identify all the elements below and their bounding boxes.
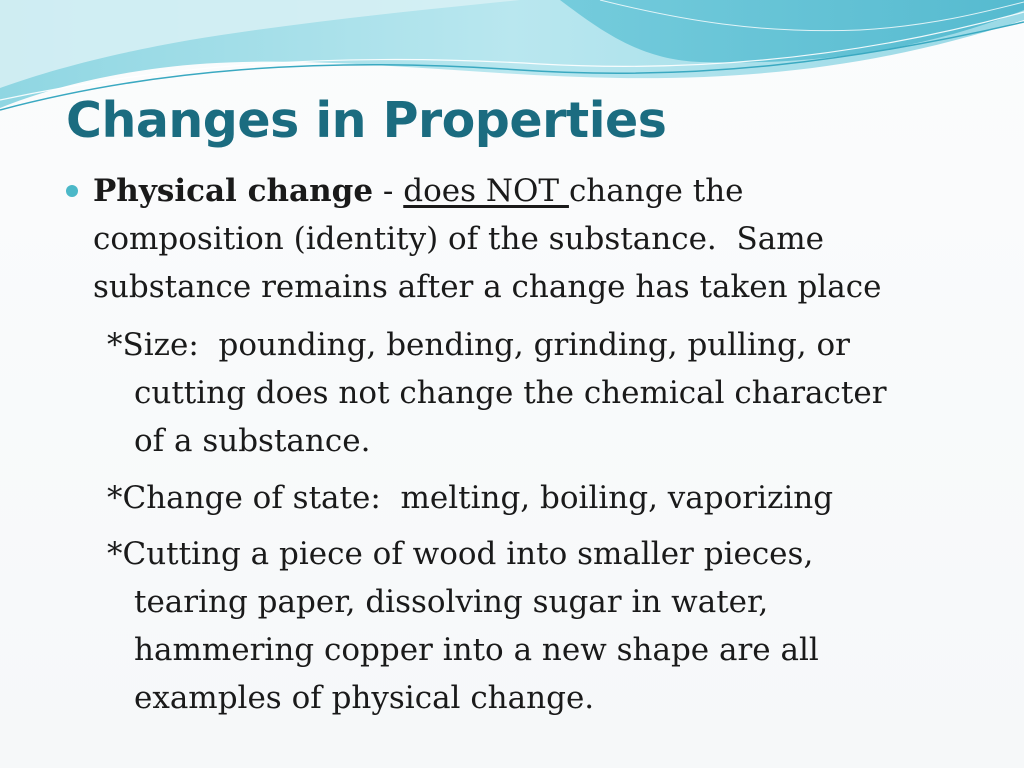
sub-item-line: of a substance. — [134, 423, 371, 459]
slide-title: Changes in Properties — [66, 92, 667, 149]
sub-item-line: tearing paper, dissolving sugar in water, — [134, 584, 769, 620]
sub-item-line: examples of physical change. — [134, 680, 595, 716]
sub-item-line: cutting does not change the chemical character — [134, 375, 887, 411]
bullet-line-3: substance remains after a change has taken place — [93, 269, 882, 305]
sub-item-line: *Change of state: melting, boiling, vaporizing — [107, 480, 834, 516]
sub-item-line: hammering copper into a new shape are all — [134, 632, 819, 668]
term-physical-change: Physical change — [93, 173, 374, 209]
sub-item-size — [107, 321, 967, 465]
bullet-line-1-rest: change the — [568, 173, 744, 209]
sub-item-change-of-state — [107, 474, 967, 522]
sub-item-line: *Size: pounding, bending, grinding, pulling, or — [107, 327, 851, 363]
sub-item-line: *Cutting a piece of wood into smaller pieces, — [107, 536, 814, 572]
bullet-line-2: composition (identity) of the substance. Same — [93, 221, 824, 257]
underlined-does-not: does NOT — [403, 173, 569, 209]
bullet-dot-icon — [66, 185, 78, 197]
bullet-line-1 — [93, 167, 973, 215]
term-dash: - — [373, 173, 404, 209]
bullet-physical-change — [93, 167, 973, 311]
sub-item-examples — [107, 530, 967, 722]
